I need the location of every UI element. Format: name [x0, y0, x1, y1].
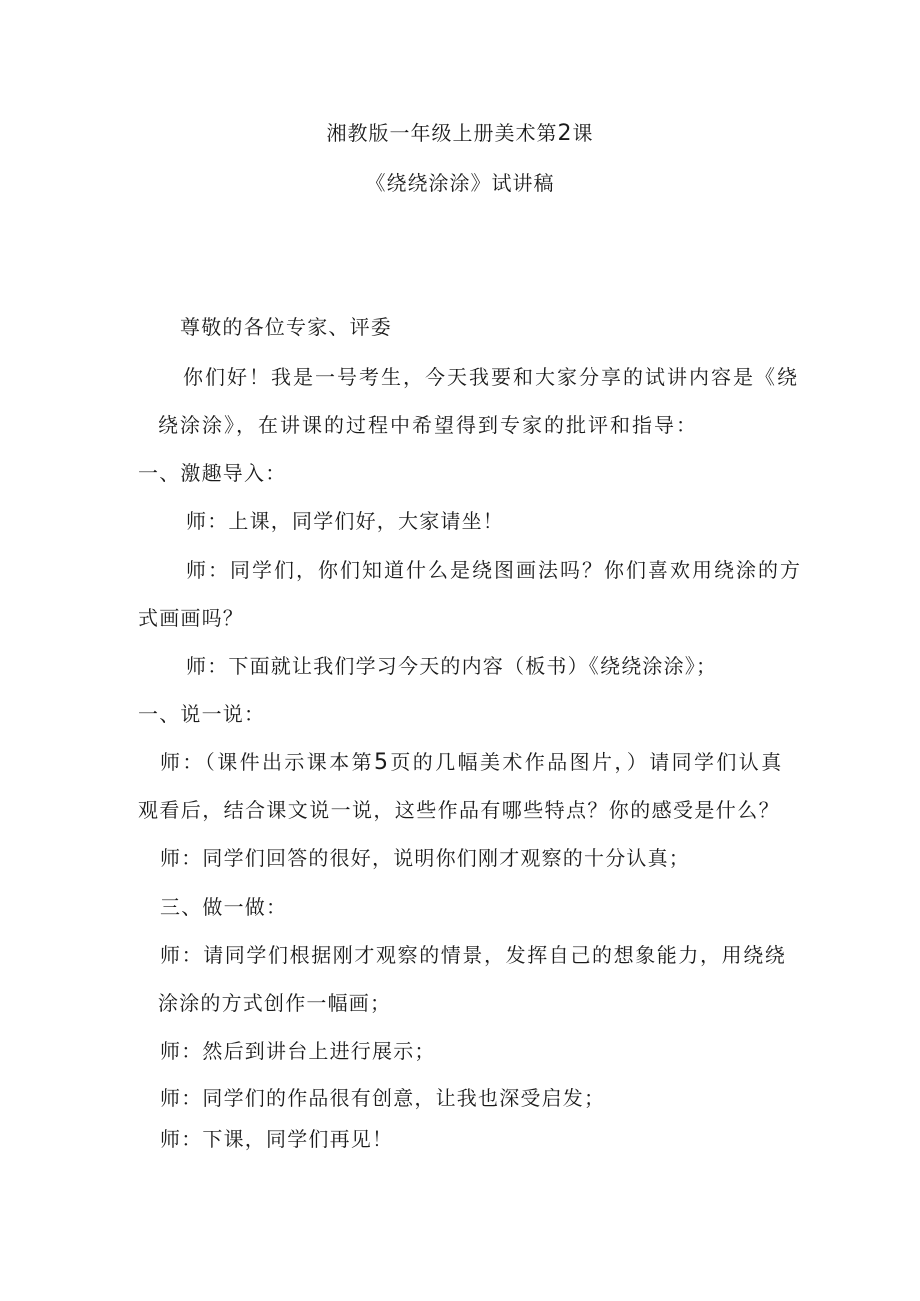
doc-title-line-2: 《绕绕涂涂》试讲稿 — [365, 171, 555, 195]
greeting: 尊敬的各位专家、评委 — [180, 315, 392, 339]
section-1-heading: 一、激趣导入： — [138, 461, 287, 485]
section-3-heading: 三、做一做： — [160, 895, 288, 919]
s3-paragraph-1-line-1: 师：请同学们根据刚才观察的情景，发挥自己的想象能力，用绕绕 — [160, 943, 787, 967]
s2-paragraph-2: 师：同学们回答的很好，说明你们刚才观察的十分认真； — [160, 846, 690, 870]
intro-line-2: 绕涂涂》，在讲课的过程中希望得到专家的批评和指导： — [158, 413, 698, 437]
page-number: 5 — [374, 750, 391, 775]
s2-text-pre: 师：（课件出示课本第 — [160, 750, 374, 774]
s1-paragraph-2-line-2: 式画画吗？ — [138, 606, 244, 630]
doc-title-line-1 — [0, 120, 920, 147]
s3-paragraph-4: 师：下课，同学们再见！ — [160, 1127, 394, 1151]
s3-paragraph-3: 师：同学们的作品很有创意，让我也深受启发； — [160, 1086, 606, 1110]
lesson-number: 2 — [557, 121, 573, 146]
s1-paragraph-3: 师：下面就让我们学习今天的内容（板书）《绕绕涂涂》； — [186, 654, 718, 678]
title-text-suffix: 课 — [572, 121, 594, 145]
s1-paragraph-1: 师：上课，同学们好，大家请坐！ — [186, 509, 504, 533]
s2-text-post: 页的几幅美术作品图片，）请同学们认真 — [390, 750, 784, 774]
s2-paragraph-1-line-2: 观看后，结合课文说一说，这些作品有哪些特点？你的感受是什么？ — [138, 798, 780, 822]
title-text: 湘教版一年级上册美术第 — [326, 121, 558, 145]
s2-paragraph-1-line-1 — [160, 749, 784, 776]
s3-paragraph-2: 师：然后到讲台上进行展示； — [160, 1039, 436, 1063]
intro-line-1: 你们好！我是一号考生，今天我要和大家分享的试讲内容是《绕 — [183, 365, 799, 389]
section-2-heading: 一、说一说： — [138, 702, 266, 726]
s1-paragraph-2-line-1: 师：同学们，你们知道什么是绕图画法吗？你们喜欢用绕涂的方 — [186, 558, 802, 582]
s3-paragraph-1-line-2: 涂涂的方式创作一幅画； — [158, 991, 392, 1015]
